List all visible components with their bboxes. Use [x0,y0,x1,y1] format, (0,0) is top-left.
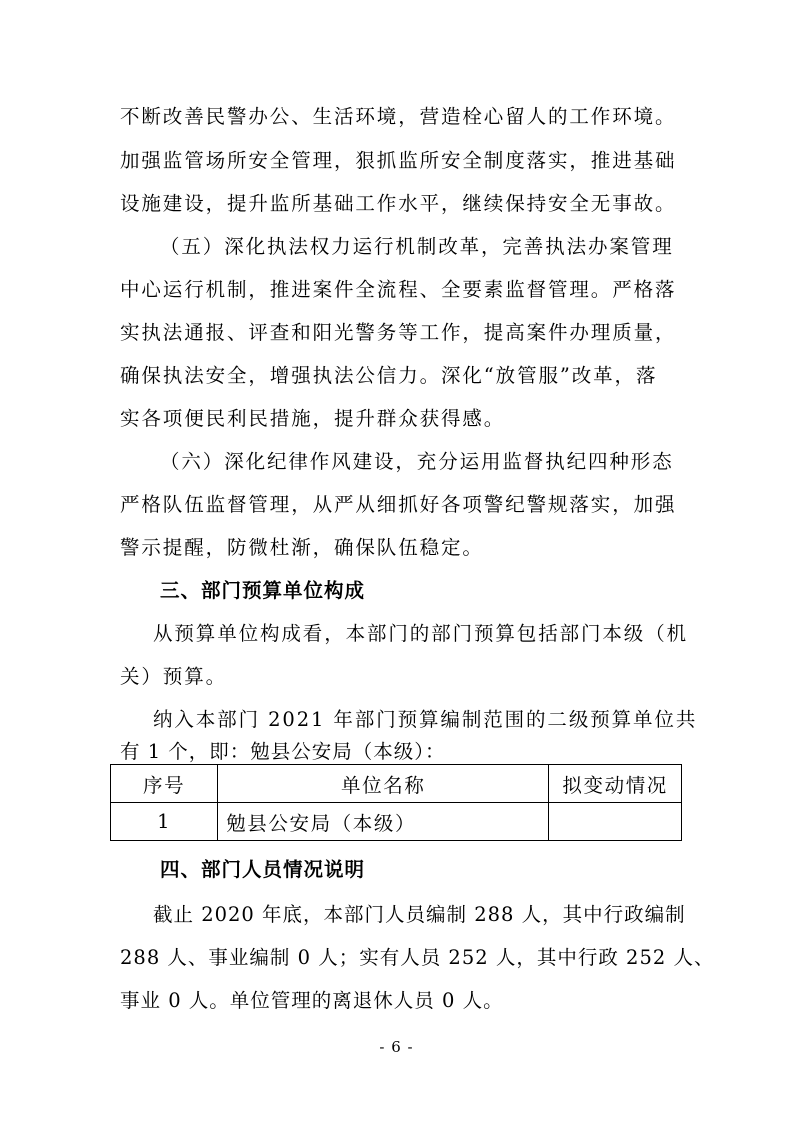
header-cell-change: 拟变动情况 [549,765,682,803]
header-cell-index: 序号 [111,765,218,803]
text-line: 确保执法安全，增强执法公信力。深化“放管服”改革，落 [120,364,658,387]
section-heading: 三、部门预算单位构成 [160,579,366,602]
text-line: 从预算单位构成看，本部门的部门预算包括部门本级（机 [153,622,689,645]
text-line: 警示提醒，防微杜渐，确保队伍稳定。 [120,536,484,559]
text-line: 截止 2020 年底，本部门人员编制 288 人，其中行政编制 [153,903,686,926]
text-line: （六）深化纪律作风建设，充分运用监督执纪四种形态 [160,450,674,473]
section-heading: 四、部门人员情况说明 [160,858,366,881]
text-line: 288 人、事业编制 0 人；实有人员 252 人，其中行政 252 人、 [120,946,715,969]
text-line: 关）预算。 [120,665,228,688]
text-line: 纳入本部门 2021 年部门预算编制范围的二级预算单位共 [153,708,698,731]
text-line: 实执法通报、评查和阳光警务等工作，提高案件办理质量， [120,321,677,344]
cell-change [549,803,682,841]
table-row [111,803,682,841]
page-number: - 6 - [379,1038,414,1056]
text-line: 有 1 个，即：勉县公安局（本级）： [120,740,446,763]
text-line: 事业 0 人。单位管理的离退休人员 0 人。 [120,989,504,1012]
text-line: 设施建设，提升监所基础工作水平，继续保持安全无事故。 [120,192,677,215]
text-line: 严格队伍监督管理，从严从细抓好各项警纪警规落实，加强 [120,493,677,516]
cell-unit-name: 勉县公安局（本级） [218,803,549,841]
text-line: （五）深化执法权力运行机制改革，完善执法办案管理 [160,235,674,258]
cell-index: 1 [111,803,218,841]
header-cell-unit-name: 单位名称 [218,765,549,803]
unit-table [110,764,682,841]
text-line: 不断改善民警办公、生活环境，营造栓心留人的工作环境。 [120,105,677,128]
text-line: 实各项便民利民措施，提升群众获得感。 [120,407,506,430]
table-header-row [111,765,682,803]
text-line: 中心运行机制，推进案件全流程、全要素监督管理。严格落 [120,278,677,301]
text-line: 加强监管场所安全管理，狠抓监所安全制度落实，推进基础 [120,149,677,172]
